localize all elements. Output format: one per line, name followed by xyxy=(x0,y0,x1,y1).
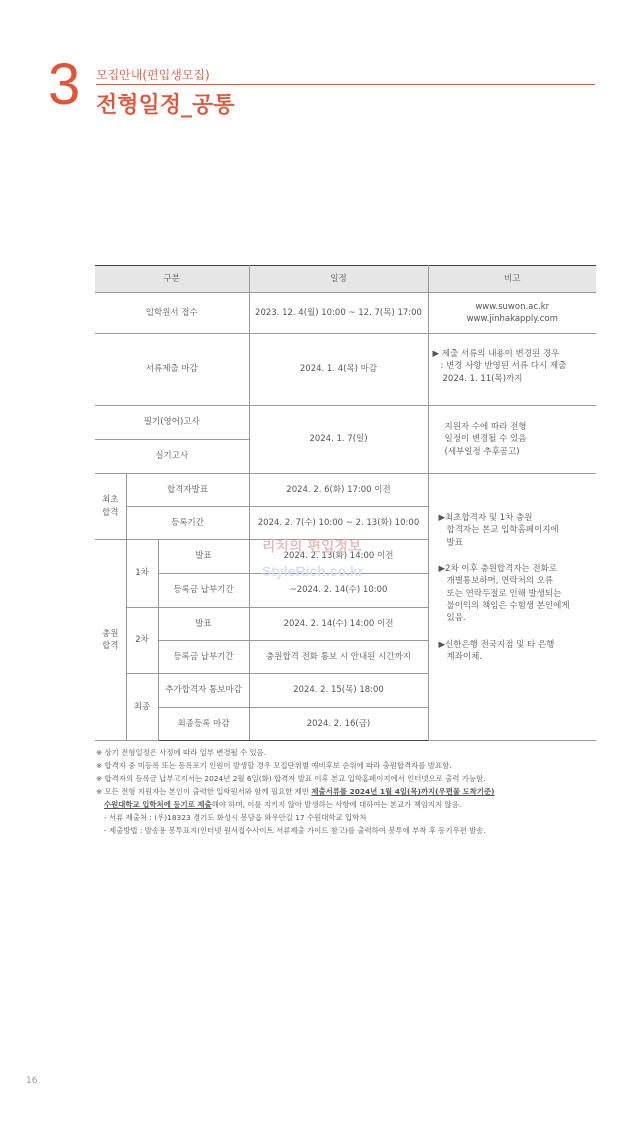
footnotes xyxy=(96,746,596,837)
note-line: 또는 연락두절로 인해 발생되는 xyxy=(446,588,562,599)
section-number: 3 xyxy=(48,52,81,117)
row-label: 최종등록 마감 xyxy=(158,708,249,741)
note-line: 2024. 1. 11(목)까지 xyxy=(442,373,523,384)
row-label: 합격자발표 xyxy=(126,474,249,507)
row-label: 등록금 납부기간 xyxy=(158,641,249,674)
website-link[interactable]: www.jinhakapply.com xyxy=(466,314,558,324)
row-note xyxy=(428,334,596,406)
round-label: 최종 xyxy=(126,674,158,741)
note-line: (세부일정 추후공고) xyxy=(444,446,520,457)
merged-note xyxy=(428,474,596,741)
row-date: 2024. 2. 15(목) 18:00 xyxy=(249,674,428,708)
group-label: 최초 합격 xyxy=(95,474,126,540)
row-date: 2024. 2. 6(화) 17:00 이전 xyxy=(249,474,428,507)
row-label: 서류제출 마감 xyxy=(95,334,249,406)
footnote: ※ 상기 전형일정은 사정에 따라 일부 변경될 수 있음. xyxy=(96,748,267,757)
row-date: 2024. 2. 13(화) 14:00 이전 xyxy=(249,540,428,574)
note-line: 발표 xyxy=(446,537,463,548)
row-date: ~2024. 2. 14(수) 10:00 xyxy=(249,574,428,608)
note-line: 지원자 수에 따라 전형 xyxy=(444,422,527,433)
row-label: 필기(영어)고사 xyxy=(95,406,249,440)
round-label: 1차 xyxy=(126,540,158,608)
note-line: 합격자는 본교 입학홈페이지에 xyxy=(446,525,559,536)
row-date: 충원합격 전화 통보 시 안내된 시간까지 xyxy=(249,641,428,674)
note-line: 불이익의 책임은 수험생 본인에게 xyxy=(446,600,570,611)
footnote-emphasis: 수원대학교 입학처에 등기로 제출 xyxy=(104,800,212,809)
header-divider xyxy=(96,84,595,85)
row-date: 2024. 2. 14(수) 14:00 이전 xyxy=(249,608,428,641)
schedule-table xyxy=(95,265,596,741)
header-schedule: 일정 xyxy=(249,266,428,293)
row-label: 발표 xyxy=(158,540,249,574)
footnote: ※ 합격자의 등록금 납부고지서는 2024년 2월 6일(화) 합격자 발표 이후 본교 입학홈페이지에서 인터넷으로 출력 가능함. xyxy=(96,774,486,783)
table-row xyxy=(95,334,596,406)
note-line: ▶신한은행 전국지점 및 타 은행 xyxy=(438,639,555,650)
footnote xyxy=(96,785,596,798)
row-note xyxy=(428,293,596,334)
row-date: 2023. 12. 4(월) 10:00 ~ 12. 7(목) 17:00 xyxy=(249,293,428,334)
table-header-row xyxy=(95,266,596,293)
footnote-text: ※ 모든 전형 지원자는 본인이 출력한 입학원서와 함께 필요한 제반 xyxy=(96,787,312,796)
note-line: ▶2차 이후 충원합격자는 전화로 xyxy=(438,563,558,574)
row-label: 입학원서 접수 xyxy=(95,293,249,334)
section-subtitle: 모집안내(편입생모집) xyxy=(96,68,210,82)
row-date: 2024. 1. 7(일) xyxy=(249,406,428,474)
row-label: 추가합격자 통보마감 xyxy=(158,674,249,708)
page-number: 16 xyxy=(26,1076,38,1086)
row-date: 2024. 1. 4(목) 마감 xyxy=(249,334,428,406)
footnote: ※ 합격자 중 미등록 또는 등록포기 인원이 발생할 경우 모집단위별 예비후보 순위에 따라 충원합격자를 발표함. xyxy=(96,761,452,770)
header-remarks: 비고 xyxy=(428,266,596,293)
note-line: ▶최초합격자 및 1차 충원 xyxy=(438,513,533,523)
row-date: 2024. 2. 7(수) 10:00 ~ 2. 13(화) 10:00 xyxy=(249,507,428,540)
footnote xyxy=(96,798,596,811)
footnote: - 제출방법 : 발송용 봉투표지(인터넷 원서접수사이트 서류제출 가이드 참고)를 출력하여 봉투에 부착 후 등기우편 발송. xyxy=(104,826,486,835)
round-label: 2차 xyxy=(126,608,158,674)
watermark-url: StyleRich.co.kr xyxy=(262,563,364,579)
row-label: 발표 xyxy=(158,608,249,641)
table-row xyxy=(95,474,596,507)
page-title: 전형일정_공통 xyxy=(96,93,235,118)
group-label: 충원 합격 xyxy=(95,540,126,741)
row-label: 등록금 납부기간 xyxy=(158,574,249,608)
footnote-text: 해야 하며, 이를 지키지 않아 발생하는 사항에 대하여는 본교가 책임지지 않음. xyxy=(211,800,462,809)
row-date: 2024. 2. 16(금) xyxy=(249,708,428,741)
header-category: 구분 xyxy=(95,266,249,293)
note-line: ▶ 제출 서류의 내용이 변경된 경우 xyxy=(432,349,560,359)
note-line: 일정이 변경될 수 있음 xyxy=(444,434,527,445)
website-link[interactable]: www.suwon.ac.kr xyxy=(475,301,550,312)
row-label: 실기고사 xyxy=(95,440,249,474)
table-row xyxy=(95,406,596,440)
note-line: 있음. xyxy=(446,613,466,624)
footnote-emphasis: 제출서류를 2024년 1월 4일(목)까지(우편물 도착기준) xyxy=(311,787,495,796)
note-line: 계좌이체. xyxy=(446,651,483,662)
footnote: - 서류 제출처 : (우)18323 경기도 화성시 봉담읍 와우안길 17 수원대학교 입학처 xyxy=(104,813,367,822)
note-line: 개별통보하며, 연락처의 오류 xyxy=(446,576,554,587)
watermark-text: 리치의 편입정보 xyxy=(262,539,362,555)
row-label: 등록기간 xyxy=(126,507,249,540)
note-line: : 변경 사항 반영된 서류 다시 제출 xyxy=(440,361,567,372)
table-row xyxy=(95,293,596,334)
row-note xyxy=(428,406,596,474)
